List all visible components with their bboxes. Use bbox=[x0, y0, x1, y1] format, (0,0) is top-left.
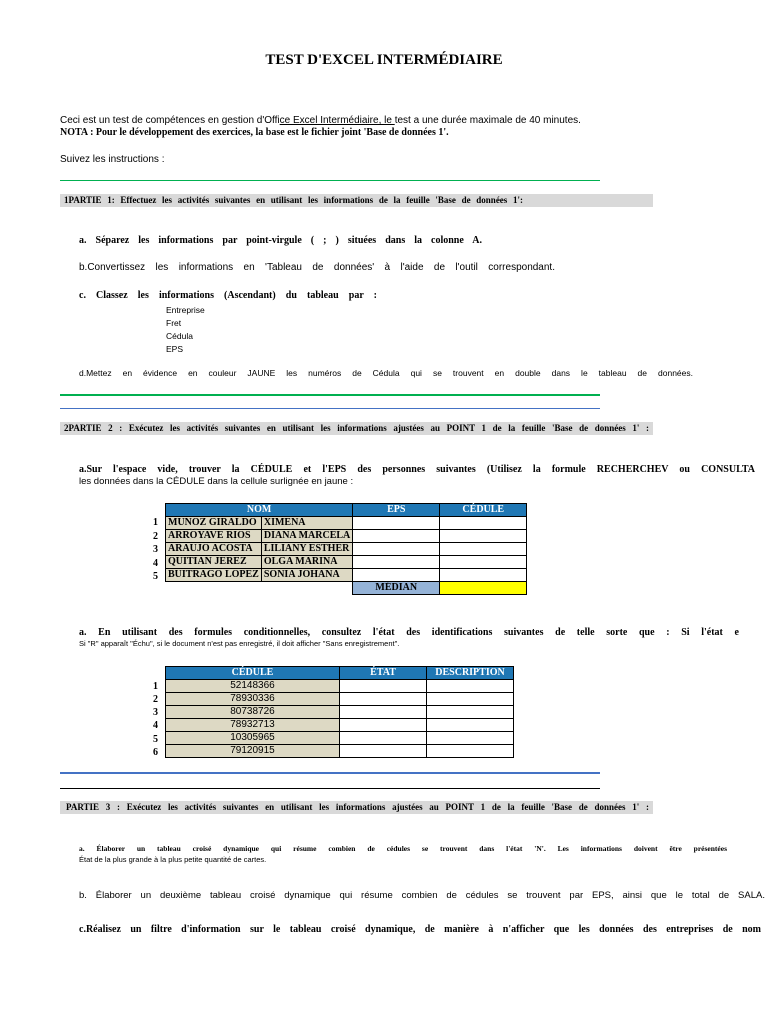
etat-cell[interactable] bbox=[340, 680, 427, 693]
cedule-cell[interactable] bbox=[440, 543, 527, 556]
row-number: 3 bbox=[153, 544, 158, 555]
etat-cell[interactable] bbox=[340, 719, 427, 732]
green-divider bbox=[60, 180, 600, 181]
eps-cell[interactable] bbox=[353, 543, 440, 556]
table-row bbox=[166, 543, 527, 556]
description-cell[interactable] bbox=[427, 732, 514, 745]
table-row bbox=[166, 706, 514, 719]
blue-divider-2 bbox=[60, 772, 600, 774]
table-row bbox=[166, 530, 527, 543]
black-divider bbox=[60, 788, 600, 789]
eps-cell[interactable] bbox=[353, 517, 440, 530]
eps-cell[interactable] bbox=[353, 530, 440, 543]
blue-divider bbox=[60, 408, 600, 409]
cedule-cell[interactable]: 79120915 bbox=[166, 745, 340, 758]
intro-text-b: ce Excel Intermédiaire, le bbox=[279, 115, 395, 126]
table-row bbox=[166, 693, 514, 706]
part3-item-a-line2: État de la plus grande à la plus petite quantité de cartes. bbox=[79, 855, 267, 864]
part3-item-a-line1: a. Élaborer un tableau croisé dynamique qui résume combien de cédules se trouvent dans l'état 'N'. Les informations doivent être présentées bbox=[79, 844, 727, 853]
part1-sort-list bbox=[166, 304, 205, 356]
part2-item-a-line1: a.Sur l'espace vide, trouver la CÉDULE et l'EPS des personnes suivantes (Utilisez la formule RECHERCHEV ou CONSULTA bbox=[79, 464, 755, 475]
description-cell[interactable] bbox=[427, 693, 514, 706]
name-cell[interactable]: ARROYAVE RIOS bbox=[166, 530, 262, 543]
row-number: 1 bbox=[153, 517, 158, 528]
col-header-eps: EPS bbox=[353, 504, 440, 517]
row-number: 4 bbox=[153, 558, 158, 569]
row-number: 2 bbox=[153, 531, 158, 542]
etat-cell[interactable] bbox=[340, 732, 427, 745]
name-cell[interactable]: XIMENA bbox=[261, 517, 352, 530]
empty-cell bbox=[166, 582, 353, 595]
part1-item-a: a. Séparez les informations par point-virgule ( ; ) situées dans la colonne A. bbox=[79, 235, 482, 246]
row-number: 1 bbox=[153, 681, 158, 692]
table-row bbox=[166, 556, 527, 569]
eps-cell[interactable] bbox=[353, 569, 440, 582]
col-header-description: DESCRIPTION bbox=[427, 667, 514, 680]
green-divider-2 bbox=[60, 394, 600, 396]
nota-line: NOTA : Pour le développement des exercices, la base est le fichier joint 'Base de données 1'. bbox=[60, 127, 449, 138]
part1-item-d: d.Mettez en évidence en couleur JAUNE les numéros de Cédula qui se trouvent en double dans le tableau de données. bbox=[79, 368, 693, 378]
col-header-cedule: CÉDULE bbox=[166, 667, 340, 680]
part1-item-b: b.Convertissez les informations en 'Tableau de données' à l'aide de l'outil correspondant. bbox=[79, 262, 555, 273]
intro-text-c: test a une durée maximale de 40 minutes. bbox=[394, 115, 581, 126]
etat-cell[interactable] bbox=[340, 693, 427, 706]
cedule-cell[interactable]: 52148366 bbox=[166, 680, 340, 693]
row-number: 6 bbox=[153, 747, 158, 758]
part1-header-bar bbox=[60, 194, 653, 207]
table-row bbox=[166, 680, 514, 693]
row-number: 5 bbox=[153, 571, 158, 582]
description-cell[interactable] bbox=[427, 680, 514, 693]
sort-item-entreprise: Entreprise bbox=[166, 305, 205, 315]
part1-header: 1PARTIE 1: Effectuez les activités suivantes en utilisant les informations de la feuille 'Base de données 1': bbox=[64, 195, 523, 205]
table-row bbox=[166, 517, 527, 530]
intro-text-a: Ceci est un test de compétences en gestion d'Offi bbox=[60, 115, 280, 126]
person-lookup-table bbox=[165, 503, 527, 595]
name-cell[interactable]: OLGA MARINA bbox=[261, 556, 352, 569]
cedule-cell[interactable] bbox=[440, 569, 527, 582]
page-title: TEST D'EXCEL INTERMÉDIAIRE bbox=[265, 52, 503, 68]
table-row bbox=[166, 732, 514, 745]
median-label: MÉDIAN bbox=[353, 582, 440, 595]
sort-item-fret: Fret bbox=[166, 318, 182, 328]
cedule-status-table bbox=[165, 666, 514, 758]
cedule-cell[interactable] bbox=[440, 517, 527, 530]
sort-item-eps: EPS bbox=[166, 344, 184, 354]
col-header-nom: NOM bbox=[166, 504, 353, 517]
cedule-cell[interactable]: 10305965 bbox=[166, 732, 340, 745]
row-number: 5 bbox=[153, 734, 158, 745]
intro-line bbox=[60, 115, 581, 126]
cedule-cell[interactable] bbox=[440, 530, 527, 543]
name-cell[interactable]: LILIANY ESTHER bbox=[261, 543, 352, 556]
part2-header: 2PARTIE 2 : Exécutez les activités suivantes en utilisant les informations ajustées au POINT 1 de la feuille 'Base de données 1' : bbox=[64, 423, 649, 433]
row-number: 3 bbox=[153, 707, 158, 718]
part2-item-b-line2: Si "R" apparaît "Échu", si le document n'est pas enregistré, il doit afficher "Sans enregistrement". bbox=[79, 639, 400, 648]
row-number: 4 bbox=[153, 720, 158, 731]
part3-item-c: c.Réalisez un filtre d'information sur le tableau croisé dynamique, de manière à n'afficher que les données des entreprises de nom bbox=[79, 924, 761, 935]
cedule-cell[interactable]: 78932713 bbox=[166, 719, 340, 732]
part2-item-b-line1: a. En utilisant des formules conditionnelles, consultez l'état des identifications suivantes de telle sorte que : Si l'état e bbox=[79, 627, 739, 638]
name-cell[interactable]: SONIA JOHANA bbox=[261, 569, 352, 582]
instructions-label: Suivez les instructions : bbox=[60, 154, 165, 165]
table-row bbox=[166, 745, 514, 758]
part3-header: PARTIE 3 : Exécutez les activités suivantes en utilisant les informations ajustées au POINT 1 de la feuille 'Base de données 1' : bbox=[66, 802, 649, 812]
sort-item-cedula: Cédula bbox=[166, 331, 193, 341]
median-result-cell[interactable] bbox=[440, 582, 527, 595]
table-row bbox=[166, 719, 514, 732]
etat-cell[interactable] bbox=[340, 706, 427, 719]
median-row bbox=[166, 582, 527, 595]
name-cell[interactable]: DIANA MARCELA bbox=[261, 530, 352, 543]
row-number: 2 bbox=[153, 694, 158, 705]
description-cell[interactable] bbox=[427, 719, 514, 732]
description-cell[interactable] bbox=[427, 745, 514, 758]
cedule-cell[interactable]: 78930336 bbox=[166, 693, 340, 706]
etat-cell[interactable] bbox=[340, 745, 427, 758]
eps-cell[interactable] bbox=[353, 556, 440, 569]
col-header-cedule: CÉDULE bbox=[440, 504, 527, 517]
part3-header-bar bbox=[60, 801, 653, 814]
part3-item-b: b. Élaborer un deuxième tableau croisé dynamique qui résume combien de cédules se trouvent par EPS, ainsi que le total de SALA. bbox=[79, 890, 765, 901]
part2-item-a-line2: les données dans la CÉDULE dans la cellule surlignée en jaune : bbox=[79, 476, 354, 487]
name-cell[interactable]: QUITIAN JEREZ bbox=[166, 556, 262, 569]
part1-item-c: c. Classez les informations (Ascendant) du tableau par : bbox=[79, 290, 377, 301]
name-cell[interactable]: ARAUJO ACOSTA bbox=[166, 543, 262, 556]
name-cell[interactable]: MUNOZ GIRALDO bbox=[166, 517, 262, 530]
table-row bbox=[166, 569, 527, 582]
cedule-cell[interactable]: 80738726 bbox=[166, 706, 340, 719]
name-cell[interactable]: BUITRAGO LOPEZ bbox=[166, 569, 262, 582]
col-header-etat: ÉTAT bbox=[340, 667, 427, 680]
description-cell[interactable] bbox=[427, 706, 514, 719]
cedule-cell[interactable] bbox=[440, 556, 527, 569]
part2-header-bar bbox=[60, 422, 653, 435]
